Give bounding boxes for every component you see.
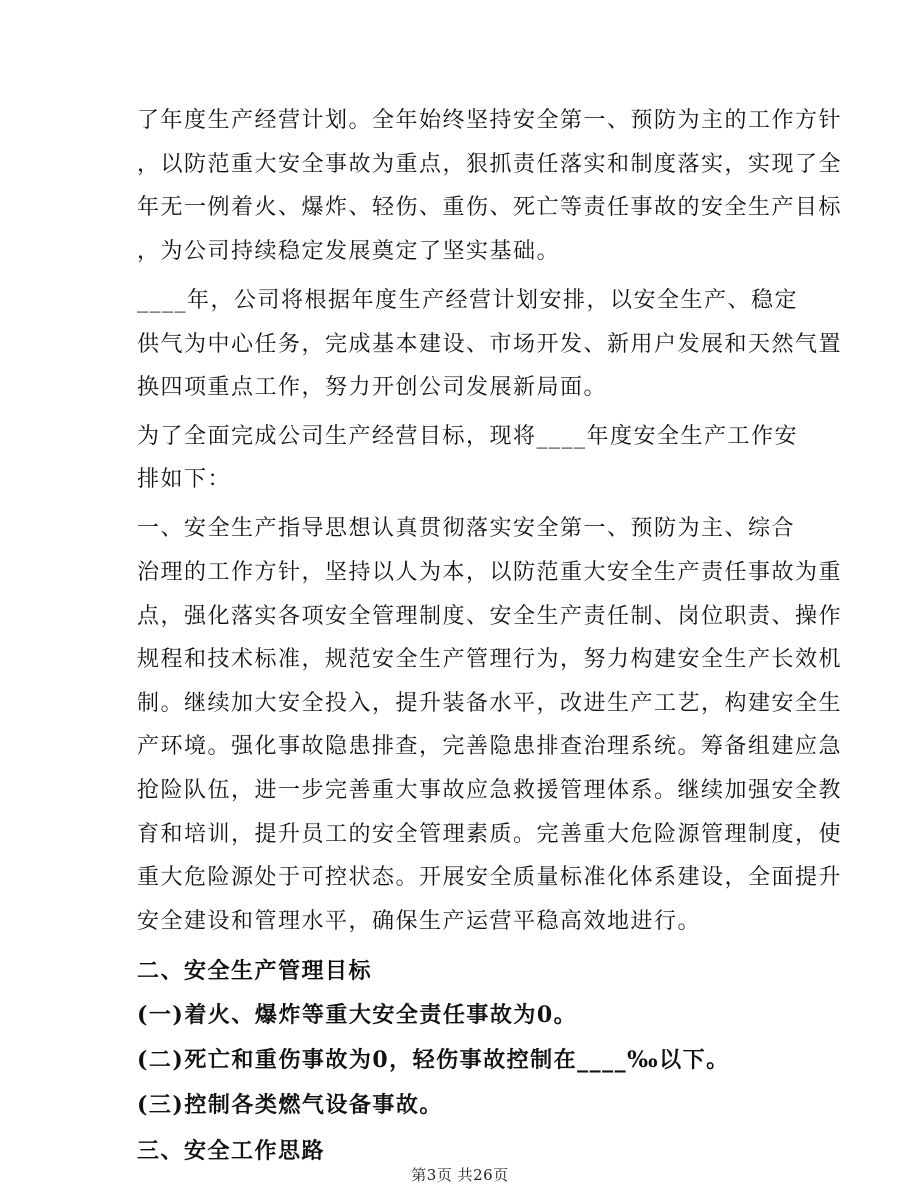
text-line: 产环境。强化事故隐患排查，完善隐患排查治理系统。筹备组建应急 — [137, 734, 843, 759]
section-heading: 二、安全生产管理目标 — [137, 958, 373, 984]
text-line: 一、安全生产指导思想认真贯彻落实安全第一、预防为主、综合 — [137, 516, 796, 541]
text-line: 育和培训，提升员工的安全管理素质。完善重大危险源管理制度，使 — [137, 822, 843, 847]
text-line: ____年，公司将根据年度生产经营计划安排，以安全生产、稳定 — [137, 288, 799, 313]
text-line: 安全建设和管理水平，确保生产运营平稳高效地进行。 — [137, 909, 702, 934]
text-line: 重大危险源处于可控状态。开展安全质量标准化体系建设，全面提升 — [137, 865, 843, 890]
section-heading: 三、安全工作思路 — [137, 1138, 326, 1164]
text-line: 为了全面完成公司生产经营目标，现将____年度安全生产工作安 — [137, 424, 799, 449]
text-line: 了年度生产经营计划。全年始终坚持安全第一、预防为主的工作方针 — [137, 108, 843, 133]
text-line: ，为公司持续稳定发展奠定了坚实基础。 — [137, 239, 561, 264]
text-line: 点，强化落实各项安全管理制度、安全生产责任制、岗位职责、操作 — [137, 604, 843, 629]
text-line: ，以防范重大安全事故为重点，狠抓责任落实和制度落实，实现了全 — [137, 152, 843, 177]
list-item: (三)控制各类燃气设备事故。 — [137, 1092, 443, 1118]
text-line: 年无一例着火、爆炸、轻伤、重伤、死亡等责任事故的安全生产目标 — [137, 195, 843, 220]
list-item: (一)着火、爆炸等重大安全责任事故为0。 — [137, 1002, 578, 1028]
text-line: 排如下： — [137, 467, 232, 492]
list-item: (二)死亡和重伤事故为0，轻伤事故控制在____‰以下。 — [137, 1047, 730, 1073]
text-line: 抢险队伍，进一步完善重大事故应急救援管理体系。继续加强安全教 — [137, 778, 843, 803]
page-number: 第3页 共26页 — [411, 1166, 509, 1184]
text-line: 制。继续加大安全投入，提升装备水平，改进生产工艺，构建安全生 — [137, 691, 843, 716]
text-line: 规程和技术标准，规范安全生产管理行为，努力构建安全生产长效机 — [137, 647, 843, 672]
text-line: 换四项重点工作，努力开创公司发展新局面。 — [137, 375, 608, 400]
text-line: 供气为中心任务，完成基本建设、市场开发、新用户发展和天然气置 — [137, 332, 843, 357]
text-line: 治理的工作方针，坚持以人为本，以防范重大安全生产责任事故为重 — [137, 560, 843, 585]
